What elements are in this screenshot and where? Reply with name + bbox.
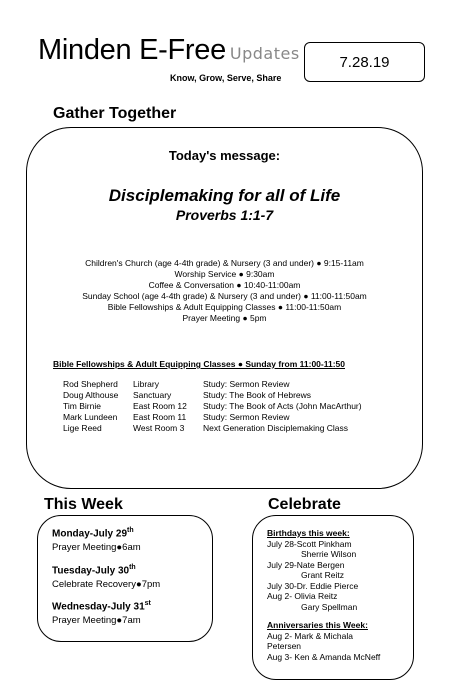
week-day-suffix: st — [144, 600, 151, 607]
week-day-suffix: th — [127, 527, 134, 534]
anniversary-item: Aug 3- Ken & Amanda McNeff — [267, 651, 381, 662]
week-day — [52, 600, 151, 612]
class-leader: Rod Shepherd — [63, 379, 118, 389]
schedule-line: Coffee & Conversation ● 10:40-11:00am — [148, 280, 301, 290]
class-study: Study: Sermon Review — [203, 412, 290, 422]
birthday-item: Aug 2- Olivia Reitz — [267, 591, 338, 601]
class-room: West Room 3 — [133, 423, 185, 433]
class-study: Study: The Book of Acts (John MacArthur) — [203, 401, 362, 411]
gather-heading: Gather Together — [53, 105, 177, 122]
message-title: Disciplemaking for all of Life — [108, 186, 341, 205]
date-text: 7.28.19 — [339, 53, 390, 71]
class-room: Library — [133, 379, 159, 389]
this-week-box — [37, 515, 213, 642]
class-study: Study: The Book of Hebrews — [203, 390, 312, 400]
birthdays-heading: Birthdays this week: — [267, 528, 350, 538]
week-event: Prayer Meeting●6am — [52, 542, 141, 553]
message-reference: Proverbs 1:1-7 — [175, 207, 274, 223]
class-row — [63, 390, 362, 401]
class-room: East Room 11 — [133, 412, 187, 422]
week-day — [52, 527, 134, 539]
birthday-item: Gary Spellman — [301, 601, 358, 612]
schedule-line: Sunday School (age 4-4th grade) & Nursery (3 and under) ● 11:00-11:50am — [82, 291, 367, 301]
class-study: Study: Sermon Review — [203, 379, 290, 389]
celebrate-content — [267, 528, 380, 662]
class-leader: Lige Reed — [63, 423, 102, 433]
celebrate-box — [252, 515, 414, 680]
class-leader: Doug Althouse — [63, 390, 119, 400]
schedule-line: Prayer Meeting ● 5pm — [182, 313, 267, 323]
classes-table — [63, 379, 362, 434]
week-day-label: Tuesday-July 30 — [52, 565, 130, 577]
class-row — [63, 412, 362, 423]
birthday-item: July 28-Scott Pinkham — [267, 538, 352, 549]
tagline: Know, Grow, Serve, Share — [170, 73, 282, 83]
title-text: Minden E-Free — [38, 34, 226, 66]
this-week-heading: This Week — [44, 496, 123, 513]
anniversary-item: Aug 2- Mark & Michala — [267, 630, 353, 641]
class-row — [63, 423, 362, 434]
birthday-item: July 30-Dr. Eddie Pierce — [267, 580, 359, 591]
class-room: Sanctuary — [133, 390, 172, 400]
schedule-line: Bible Fellowships & Adult Equipping Classes ● 11:00-11:50am — [107, 302, 342, 312]
date-box — [304, 42, 425, 82]
class-study: Next Generation Disciplemaking Class — [203, 423, 349, 433]
schedule-line: Worship Service ● 9:30am — [174, 269, 275, 279]
today-label: Today's message: — [168, 148, 281, 163]
spacer — [267, 612, 380, 620]
week-day-label: Wednesday-July 31 — [52, 601, 145, 613]
newsletter-title — [38, 34, 300, 67]
anniversaries-heading: Anniversaries this Week: — [267, 620, 368, 630]
week-day-label: Monday-July 29 — [52, 528, 128, 540]
birthday-item: July 29-Nate Bergen — [267, 559, 345, 570]
class-row — [63, 379, 362, 390]
birthday-item: Sherrie Wilson — [301, 549, 357, 559]
class-leader: Tim Birnie — [63, 401, 101, 411]
celebrate-heading: Celebrate — [268, 496, 341, 513]
class-leader: Mark Lundeen — [63, 412, 118, 422]
schedule-line: Children's Church (age 4-4th grade) & Nursery (3 and under) ● 9:15-11am — [85, 258, 364, 268]
week-day — [52, 564, 136, 576]
birthday-item: Grant Reitz — [301, 570, 344, 580]
week-event: Celebrate Recovery●7pm — [52, 579, 161, 590]
class-row — [63, 401, 362, 412]
week-event: Prayer Meeting●7am — [52, 615, 141, 626]
gather-box — [26, 127, 423, 489]
anniversary-item: Petersen — [267, 641, 302, 651]
classes-heading: Bible Fellowships & Adult Equipping Classes ● Sunday from 11:00-11:50 — [53, 359, 345, 369]
service-schedule — [27, 258, 422, 324]
title-subtitle: Updates — [229, 44, 300, 63]
class-room: East Room 12 — [133, 401, 187, 411]
week-day-suffix: th — [129, 564, 136, 571]
